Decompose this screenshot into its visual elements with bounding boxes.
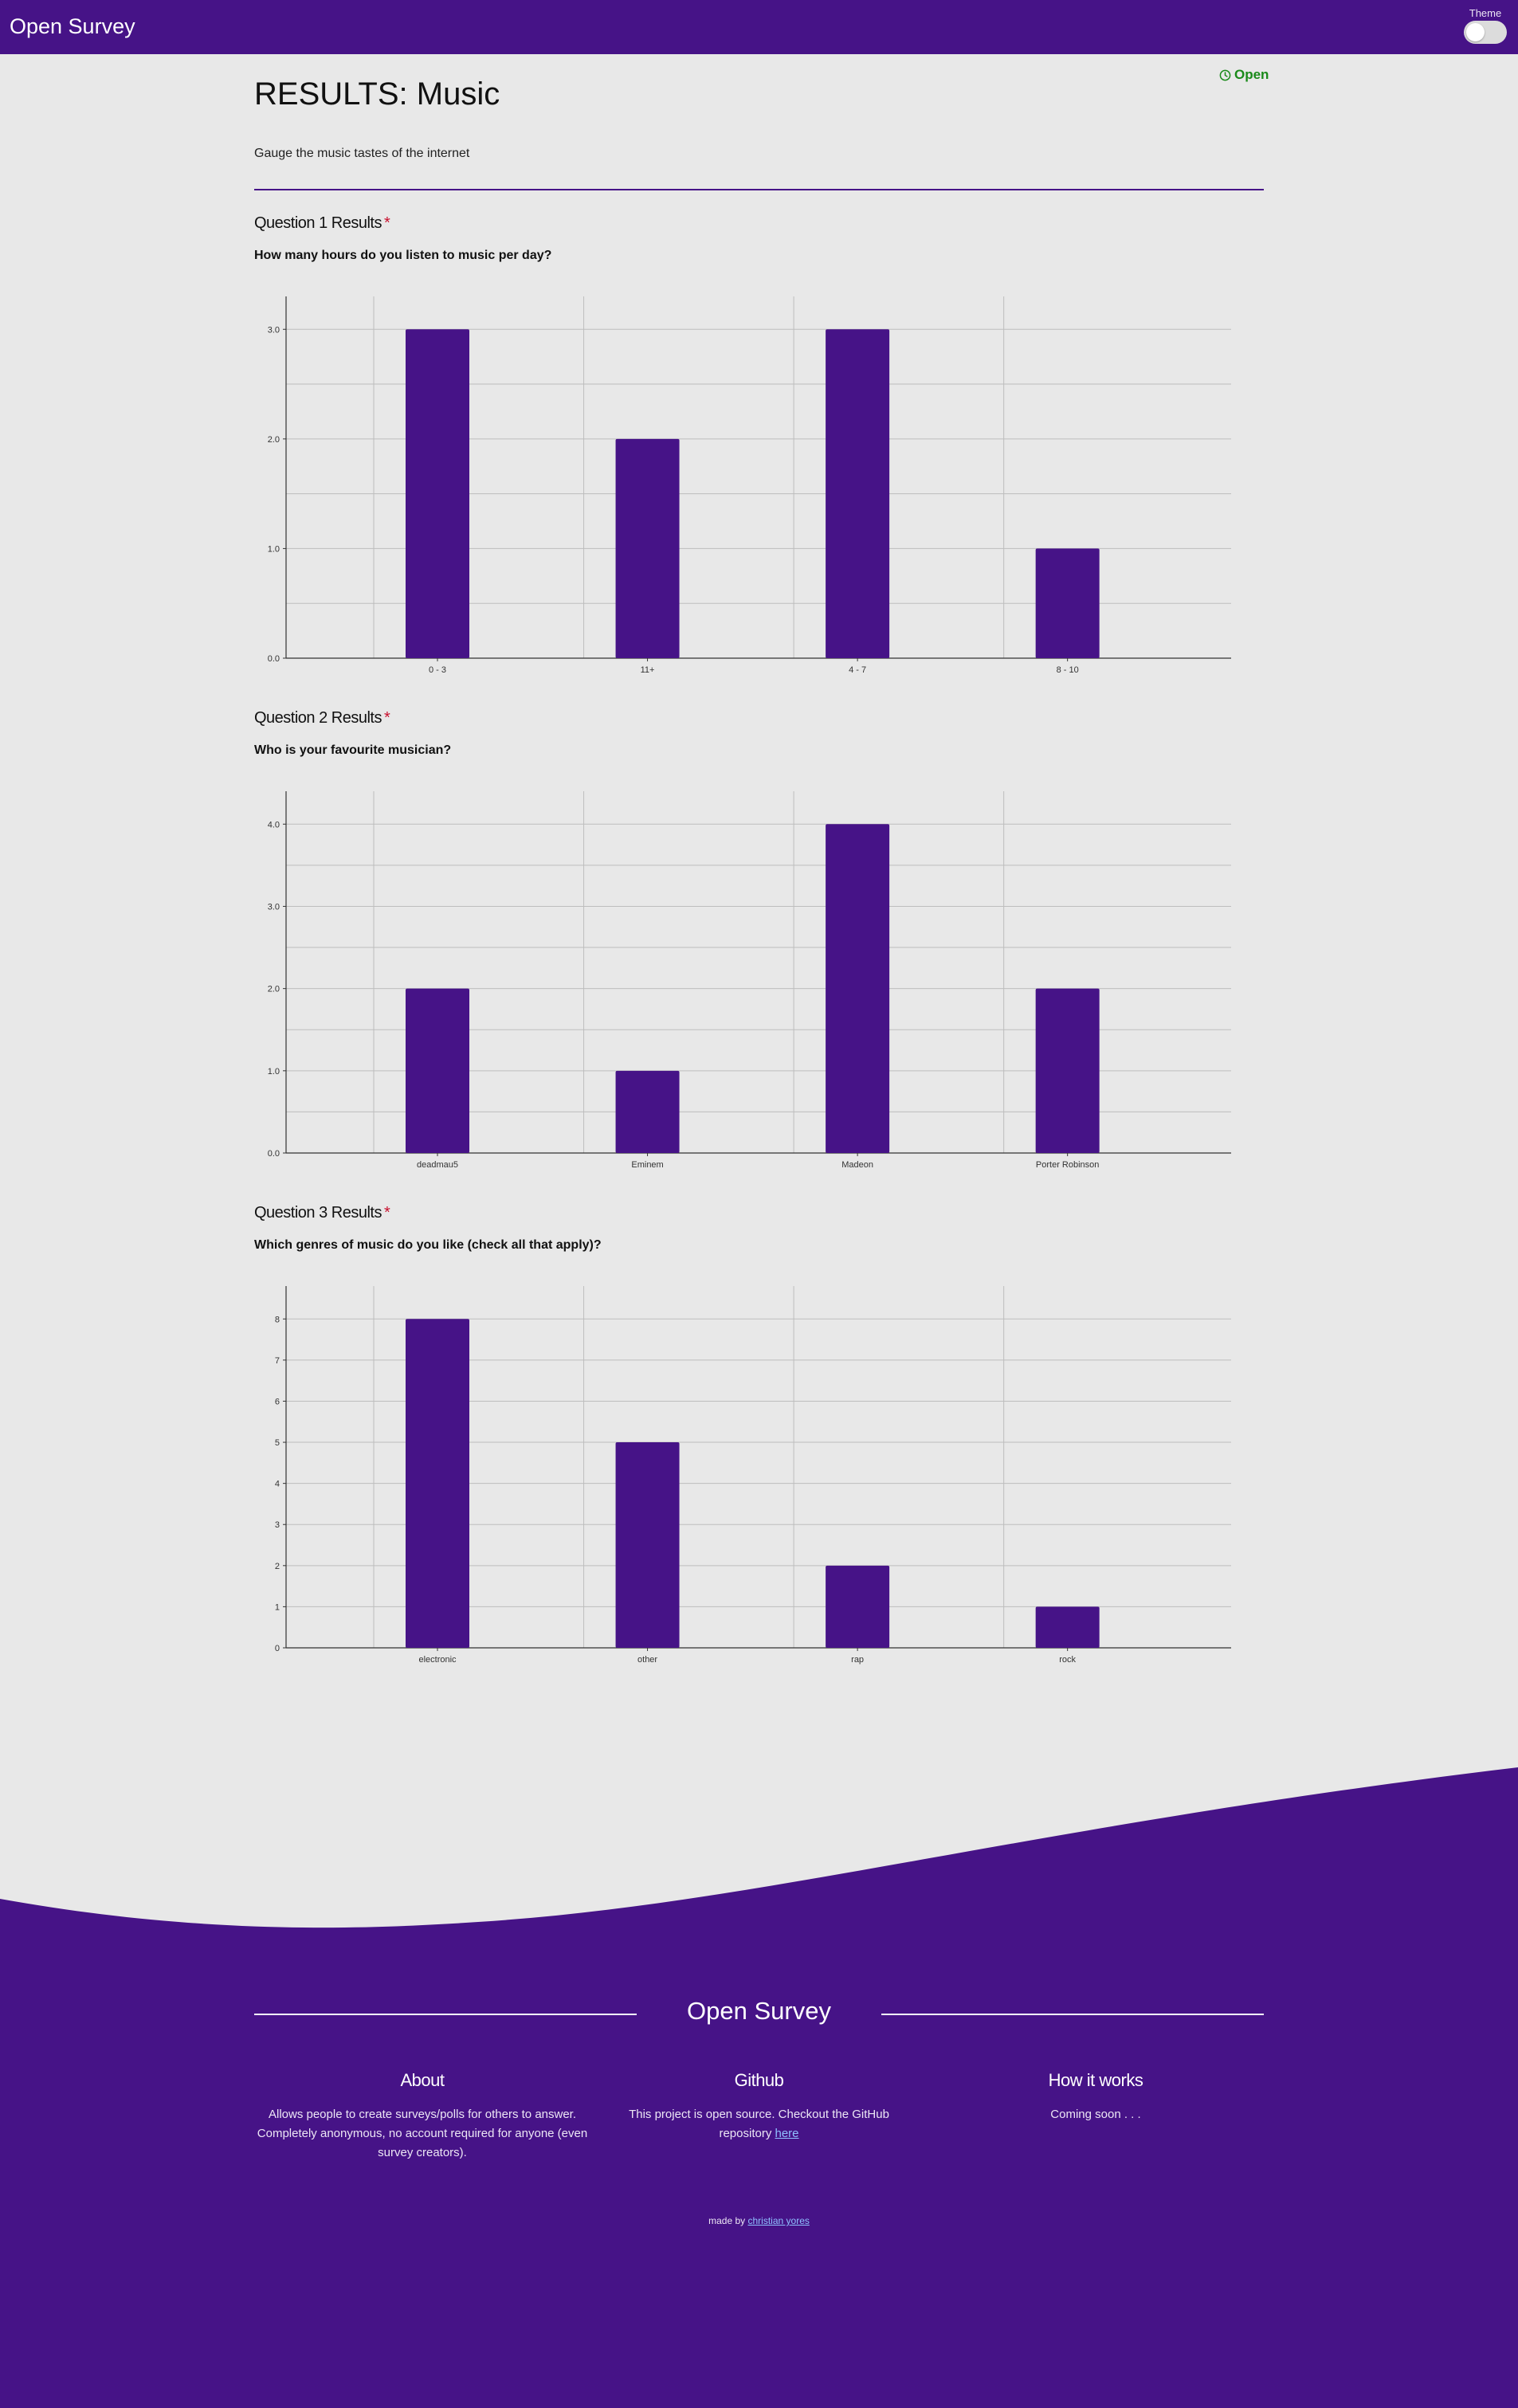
y-tick-label: 5	[274, 1438, 280, 1449]
bar	[826, 329, 889, 658]
question-2-text: Who is your favourite musician?	[254, 743, 452, 757]
footer-how-heading: How it works	[1048, 2070, 1143, 2090]
y-tick-label: 0	[274, 1644, 280, 1653]
theme-toggle[interactable]	[1464, 21, 1507, 44]
bar	[616, 1071, 680, 1153]
y-tick-label: 1.0	[267, 544, 280, 555]
footer-divider-right	[881, 2014, 1264, 2015]
theme-label: Theme	[1469, 7, 1502, 19]
question-2-chart	[254, 783, 1282, 1190]
theme-switcher	[1462, 7, 1508, 44]
y-tick-label: 7	[274, 1355, 280, 1366]
y-tick-label: 2	[274, 1561, 280, 1571]
bar	[826, 824, 889, 1153]
survey-description: Gauge the music tastes of the internet	[254, 147, 470, 160]
x-tick-label: 8 - 10	[1056, 665, 1079, 675]
bar	[616, 1442, 680, 1648]
y-tick-label: 1.0	[267, 1066, 280, 1077]
x-tick-label: 0 - 3	[428, 665, 447, 675]
question-2-heading	[254, 709, 390, 727]
question-3-heading	[254, 1204, 390, 1222]
bar	[406, 1319, 469, 1648]
x-tick-label: Madeon	[841, 1160, 873, 1170]
footer-github-paragraph	[614, 2105, 904, 2143]
x-tick-label: deadmau5	[417, 1160, 458, 1170]
y-tick-label: 1	[274, 1602, 280, 1613]
bar-chart-q2	[254, 783, 1282, 1190]
footer-title: Open Survey	[687, 1997, 831, 2025]
question-3-heading-text: Question 3 Results	[254, 1204, 382, 1222]
y-tick-label: 2.0	[267, 434, 280, 445]
footer-github-text: This project is open source. Checkout the GitHub repository	[629, 2108, 889, 2140]
required-marker: *	[383, 214, 390, 232]
y-tick-label: 3.0	[267, 325, 280, 335]
x-tick-label: 4 - 7	[849, 665, 867, 675]
y-tick-label: 4.0	[267, 820, 280, 830]
footer-about-heading: About	[400, 2070, 445, 2090]
footer-credit	[0, 2215, 1518, 2226]
credit-prefix: made by	[708, 2215, 746, 2226]
x-tick-label: 11+	[640, 665, 655, 675]
y-tick-label: 2.0	[267, 984, 280, 994]
question-1-chart	[254, 288, 1282, 695]
question-3-text: Which genres of music do you like (check all that apply)?	[254, 1238, 602, 1252]
x-tick-label: other	[637, 1655, 658, 1665]
question-1-heading	[254, 214, 390, 233]
bar-chart-q3	[254, 1278, 1282, 1684]
survey-status-badge	[1219, 67, 1269, 83]
y-tick-label: 0.0	[267, 654, 280, 664]
y-tick-label: 0.0	[267, 1149, 280, 1159]
clock-icon	[1219, 69, 1231, 81]
question-2-heading-text: Question 2 Results	[254, 709, 382, 727]
y-tick-label: 8	[274, 1315, 280, 1325]
bar	[616, 439, 680, 658]
x-tick-label: Eminem	[631, 1160, 664, 1170]
y-tick-label: 3	[274, 1520, 280, 1531]
page-title: RESULTS: Music	[254, 76, 500, 112]
brand-link[interactable]: Open Survey	[10, 14, 135, 38]
bar	[1036, 989, 1100, 1153]
y-tick-label: 3.0	[267, 902, 280, 912]
x-tick-label: rap	[851, 1655, 865, 1665]
question-1-text: How many hours do you listen to music per day?	[254, 249, 552, 262]
bar	[406, 989, 469, 1153]
footer-about-section	[254, 2070, 590, 2163]
x-tick-label: electronic	[418, 1655, 457, 1665]
footer-github-section	[614, 2070, 904, 2143]
footer-github-heading: Github	[734, 2070, 784, 2090]
y-tick-label: 6	[274, 1397, 280, 1407]
question-3-chart	[254, 1278, 1282, 1684]
author-link[interactable]: christian yores	[747, 2215, 810, 2226]
question-1-heading-text: Question 1 Results	[254, 214, 382, 232]
y-tick-label: 4	[274, 1479, 280, 1489]
bar	[406, 329, 469, 658]
header-divider	[254, 189, 1264, 190]
footer-about-text: Allows people to create surveys/polls for others to answer. Completely anonymous, no account required for anyone (even survey creators).	[257, 2108, 588, 2159]
bar	[826, 1566, 889, 1648]
x-tick-label: rock	[1059, 1655, 1077, 1665]
footer-how-text: Coming soon . . .	[1050, 2108, 1141, 2121]
footer-how-section	[1012, 2070, 1179, 2124]
required-marker: *	[383, 1204, 390, 1222]
bar	[1036, 548, 1100, 658]
x-tick-label: Porter Robinson	[1035, 1160, 1100, 1170]
bar	[1036, 1606, 1100, 1648]
footer-title-row	[254, 1997, 1264, 2029]
survey-status-text: Open	[1234, 67, 1269, 82]
bar-chart-q1	[254, 288, 1282, 695]
navbar	[0, 0, 1518, 54]
github-repo-link[interactable]: here	[775, 2127, 799, 2140]
theme-toggle-knob	[1466, 23, 1485, 41]
required-marker: *	[383, 709, 390, 727]
